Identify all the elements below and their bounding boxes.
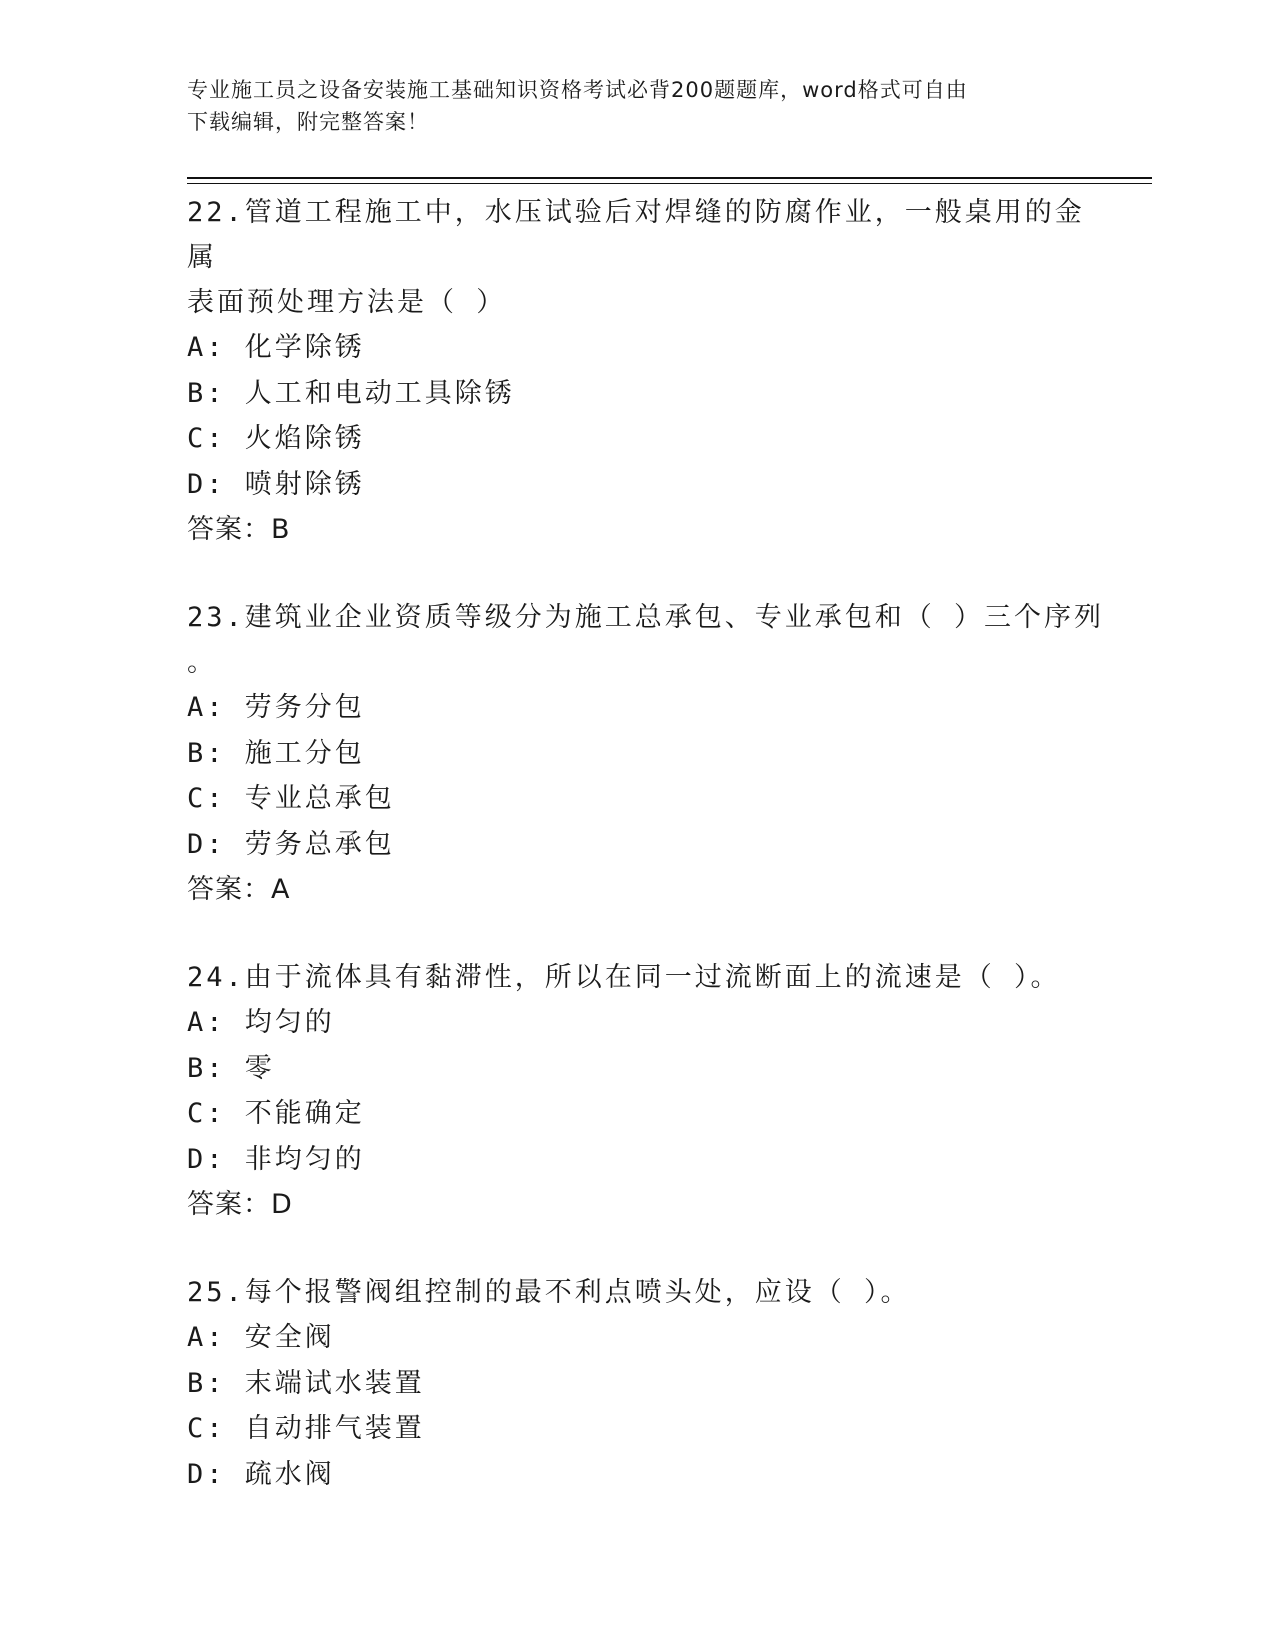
answer-line: 答案：B (187, 514, 291, 545)
header-rule-thick (187, 177, 1152, 179)
option-a: A: 均匀的 (187, 1007, 335, 1038)
option-d: D: 疏水阀 (187, 1458, 335, 1490)
header-line-2: 下载编辑，附完整答案！ (187, 110, 429, 134)
option-d: D: 喷射除锈 (187, 468, 365, 500)
header-line-1: 专业施工员之设备安装施工基础知识资格考试必背200题题库，word格式可自由 (187, 78, 968, 102)
option-d: D: 非均匀的 (187, 1143, 365, 1175)
question-stem-line-1: 23.建筑业企业资质等级分为施工总承包、专业承包和（ ）三个序列 (187, 602, 1105, 633)
option-b: B: 施工分包 (187, 737, 365, 769)
question-24 (187, 955, 1107, 1227)
option-b: B: 末端试水装置 (187, 1367, 425, 1399)
question-23 (187, 595, 1107, 912)
answer-line: 答案：A (187, 874, 291, 905)
option-b: B: 零 (187, 1052, 275, 1084)
question-25 (187, 1270, 1107, 1497)
option-b: B: 人工和电动工具除锈 (187, 377, 515, 409)
option-c: C: 专业总承包 (187, 783, 395, 814)
question-stem-line-2: 表面预处理方法是（ ） (187, 287, 507, 318)
option-a: A: 化学除锈 (187, 332, 365, 363)
question-list (187, 190, 1107, 1540)
header-rule-thin (187, 183, 1152, 184)
option-c: C: 自动排气装置 (187, 1413, 425, 1444)
option-a: A: 安全阀 (187, 1322, 335, 1353)
option-d: D: 劳务总承包 (187, 828, 395, 860)
question-stem-line-1: 25.每个报警阀组控制的最不利点喷头处，应设（ ）。 (187, 1277, 911, 1308)
answer-line: 答案：D (187, 1189, 293, 1220)
question-stem-line-1: 24.由于流体具有黏滞性，所以在同一过流断面上的流速是（ ）。 (187, 962, 1061, 993)
option-c: C: 不能确定 (187, 1098, 365, 1129)
question-stem-line-2: 。 (187, 647, 217, 678)
document-header (187, 74, 1087, 138)
question-stem-line-1: 22.管道工程施工中，水压试验后对焊缝的防腐作业，一般桌用的金属 (187, 197, 1085, 273)
question-22 (187, 190, 1107, 552)
option-a: A: 劳务分包 (187, 692, 365, 723)
option-c: C: 火焰除锈 (187, 423, 365, 454)
